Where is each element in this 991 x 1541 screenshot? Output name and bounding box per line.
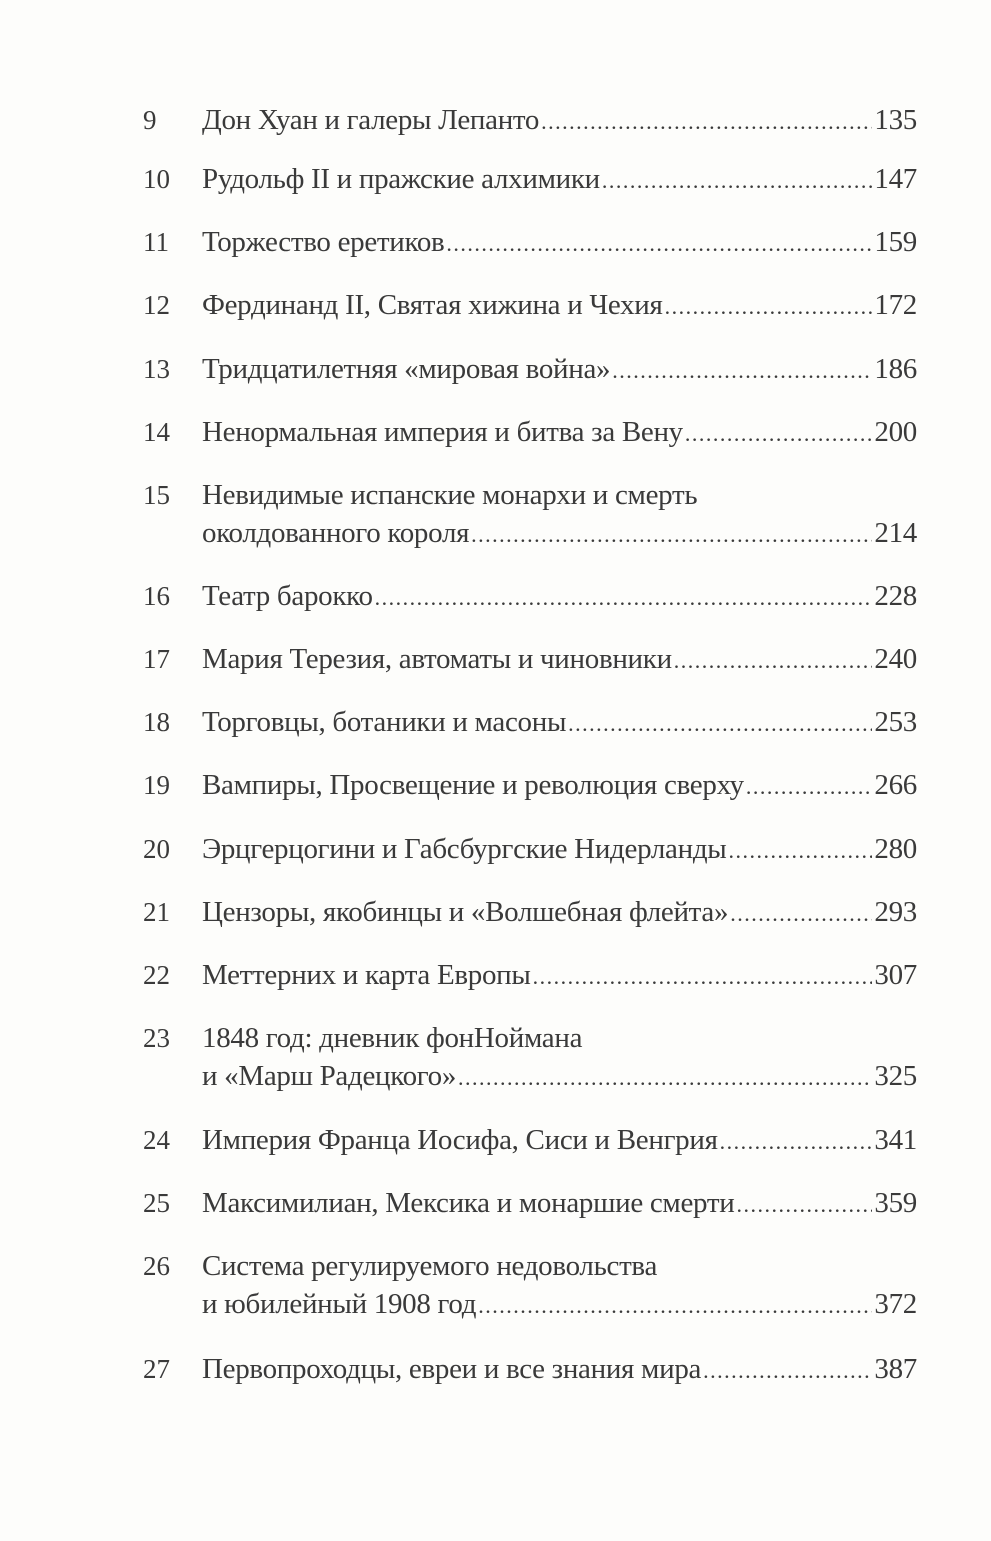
leader-dots	[533, 961, 873, 993]
chapter-title: и «Марш Радецкого»	[202, 1060, 457, 1092]
page-number: 266	[874, 769, 917, 801]
chapter-number: 16	[143, 581, 170, 611]
page-number: 325	[874, 1060, 917, 1092]
page-number: 307	[874, 959, 917, 991]
page-number: 253	[874, 706, 917, 738]
leader-dots	[471, 519, 872, 551]
page-number: 280	[874, 833, 917, 865]
chapter-number: 10	[143, 164, 170, 194]
leader-dots	[375, 582, 873, 614]
leader-dots	[541, 106, 872, 138]
leader-dots	[478, 1290, 872, 1322]
leader-dots	[703, 1355, 872, 1387]
page-number: 359	[874, 1187, 917, 1219]
chapter-number: 23	[143, 1023, 170, 1053]
chapter-number: 24	[143, 1125, 170, 1155]
page-number: 341	[874, 1124, 917, 1156]
leader-dots	[674, 645, 873, 677]
chapter-number: 11	[143, 227, 169, 257]
chapter-title: Цензоры, якобинцы и «Волшебная флейта»	[202, 896, 729, 928]
leader-dots	[612, 355, 872, 387]
page-number: 387	[874, 1353, 917, 1385]
chapter-title: Торговцы, ботаники и масоны	[202, 706, 567, 738]
leader-dots	[730, 898, 872, 930]
chapter-number: 14	[143, 417, 170, 447]
leader-dots	[458, 1062, 872, 1094]
leader-dots	[568, 708, 872, 740]
chapter-number: 17	[143, 644, 170, 674]
page-number: 186	[874, 353, 917, 385]
chapter-number: 20	[143, 834, 170, 864]
chapter-title: Максимилиан, Мексика и монаршие смерти	[202, 1187, 735, 1219]
chapter-number: 15	[143, 480, 170, 510]
chapter-title: Вампиры, Просвещение и революция сверху	[202, 769, 744, 801]
page-number: 214	[874, 517, 917, 549]
chapter-number: 9	[143, 105, 157, 135]
leader-dots	[746, 771, 873, 803]
chapter-title: Первопроходцы, евреи и все знания мира	[202, 1353, 702, 1385]
chapter-title: околдованного короля	[202, 517, 470, 549]
chapter-title: Меттерних и карта Европы	[202, 959, 531, 991]
page-number: 240	[874, 643, 917, 675]
page-number: 228	[874, 580, 917, 612]
chapter-title: Рудольф II и пражские алхимики	[202, 163, 600, 195]
leader-dots	[685, 418, 873, 450]
leader-dots	[736, 1189, 872, 1221]
chapter-title: и юбилейный 1908 год	[202, 1288, 477, 1320]
page-number: 159	[874, 226, 917, 258]
chapter-title: Мария Терезия, автоматы и чиновники	[202, 643, 672, 675]
page-number: 172	[874, 289, 917, 321]
chapter-title: Торжество еретиков	[202, 226, 445, 258]
leader-dots	[446, 228, 872, 260]
chapter-title: Эрцгерцогини и Габсбургские Нидерланды	[202, 833, 727, 865]
leader-dots	[602, 165, 873, 197]
chapter-title: Тридцатилетняя «мировая война»	[202, 353, 611, 385]
chapter-title: Фердинанд II, Святая хижина и Чехия	[202, 289, 663, 321]
chapter-title-line1: 1848 год: дневник фонНоймана	[202, 1022, 583, 1054]
chapter-title: Ненормальная империя и битва за Вену	[202, 416, 683, 448]
chapter-number: 12	[143, 290, 170, 320]
chapter-title: Империя Франца Иосифа, Сиси и Венгрия	[202, 1124, 718, 1156]
page-number: 147	[874, 163, 917, 195]
page-number: 372	[874, 1288, 917, 1320]
chapter-title: Театр барокко	[202, 580, 373, 612]
chapter-number: 22	[143, 960, 170, 990]
chapter-title-line1: Невидимые испанские монархи и смерть	[202, 479, 698, 511]
chapter-number: 26	[143, 1251, 170, 1281]
chapter-number: 19	[143, 770, 170, 800]
chapter-title-line1: Система регулируемого недовольства	[202, 1250, 658, 1282]
chapter-number: 27	[143, 1354, 170, 1384]
chapter-number: 25	[143, 1188, 170, 1218]
leader-dots	[720, 1126, 873, 1158]
page-number: 293	[874, 896, 917, 928]
page-number: 135	[874, 104, 917, 136]
leader-dots	[729, 835, 873, 867]
leader-dots	[665, 291, 873, 323]
chapter-number: 13	[143, 354, 170, 384]
chapter-number: 21	[143, 897, 170, 927]
chapter-title: Дон Хуан и галеры Лепанто	[202, 104, 540, 136]
page-number: 200	[874, 416, 917, 448]
chapter-number: 18	[143, 707, 170, 737]
